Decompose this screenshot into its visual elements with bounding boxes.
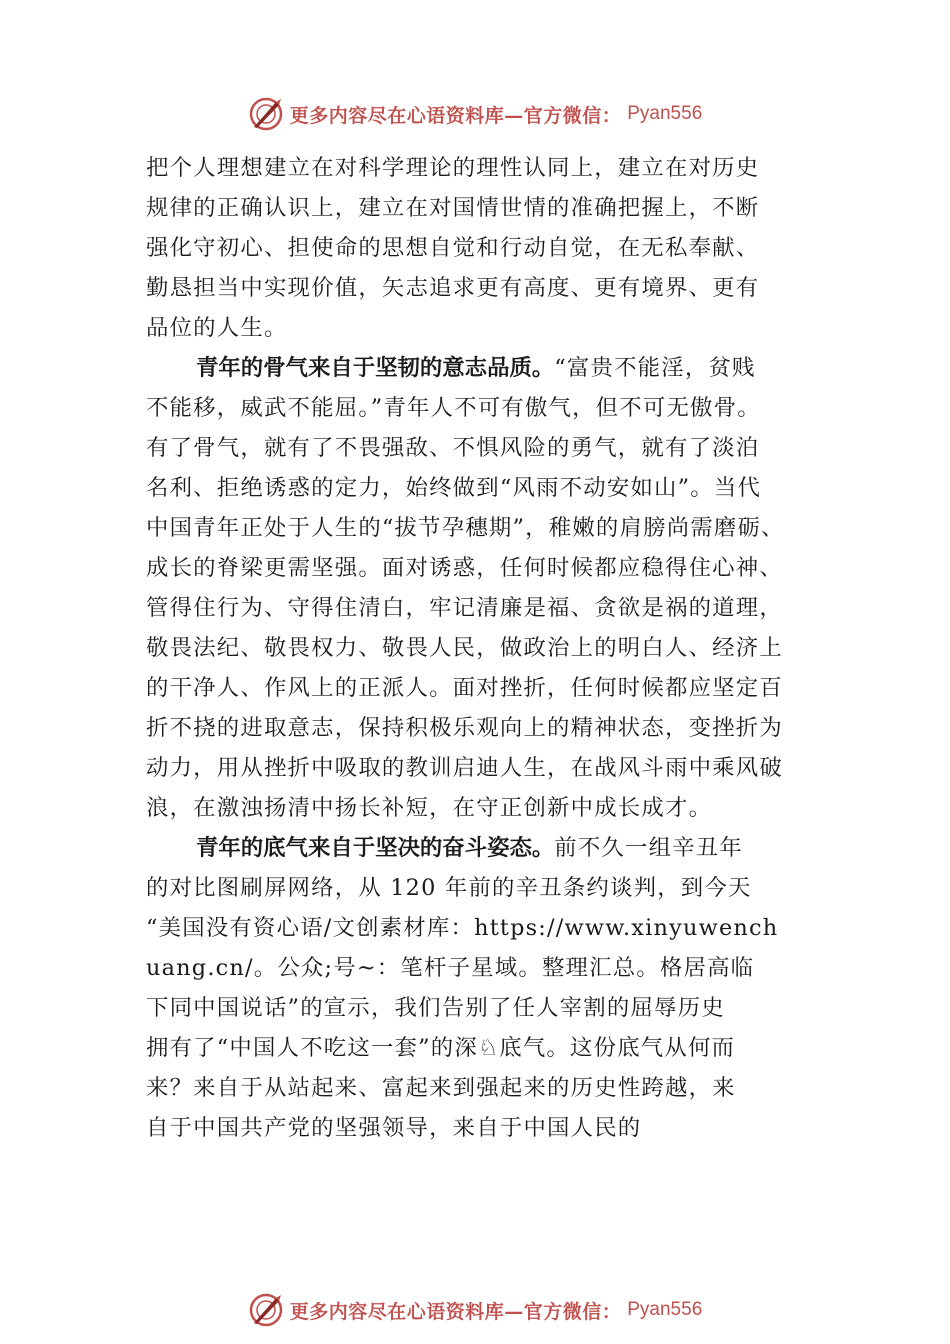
text-line: 勤恳担当中实现价值，矢志追求更有高度、更有境界、更有 [146,275,760,301]
text-line: 名利、拒绝诱惑的定力，始终做到“风雨不动安如山”。当代 [146,475,762,501]
footer-wechat-handle: Pyan556 [627,1299,703,1320]
text-line: 的对比图刷屏网络，从 120 年前的辛丑条约谈判，到今天 [146,875,752,901]
text-line: 敬畏法纪、敬畏权力、敬畏人民，做政治上的明白人、经济上 [146,635,783,661]
header-banner [0,92,950,136]
text-line: 不能移，威武不能屈。”青年人不可有傲气，但不可无傲骨。 [146,395,761,421]
quill-logo-icon [248,1292,284,1328]
text-line: 拥有了“中国人不吃这一套”的深♘底气。这份底气从何而 [146,1035,736,1061]
text-line: 成长的脊梁更需坚强。面对诱惑，任何时候都应稳得住心神、 [146,555,783,581]
footer-banner-text: 更多内容尽在心语资料库—官方微信： [289,1300,622,1323]
text-line: 品位的人生。 [146,315,288,341]
text-line: 浪，在激浊扬清中扬长补短，在守正创新中成长成才。 [146,795,713,821]
footer-banner [0,1288,950,1332]
text-line: 规律的正确认识上，建立在对国情世情的准确把握上，不断 [146,195,760,221]
paragraph-first-line [146,828,812,868]
header-banner-text: 更多内容尽在心语资料库—官方微信： [289,104,622,127]
text-line: 来？来自于从站起来、富起来到强起来的历史性跨越，来 [146,1075,736,1101]
text-line: uang.cn/。公众;号~：笔杆子星域。整理汇总。格居高临 [146,955,755,981]
section-heading-confidence: 青年的底气来自于坚决的奋斗姿态。 [196,835,555,861]
document-body [146,148,812,1148]
quill-logo-icon [248,96,284,132]
text-line: 管得住行为、守得住清白，牢记清廉是福、贪欲是祸的道理， [146,595,783,621]
text-line: 自于中国共产党的坚强领导，来自于中国人民的 [146,1115,642,1141]
paragraph-first-line [146,348,812,388]
text-run: “富贵不能淫，贫贱 [554,355,756,381]
text-line: 的干净人、作风上的正派人。面对挫折，任何时候都应坚定百 [146,675,783,701]
text-line: 下同中国说话”的宣示，我们告别了任人宰割的屈辱历史 [146,995,725,1021]
section-heading-backbone: 青年的骨气来自于坚韧的意志品质。 [196,355,555,381]
text-line: 动力，用从挫折中吸取的教训启迪人生，在战风斗雨中乘风破 [146,755,783,781]
text-line: 有了骨气，就有了不畏强敌、不惧风险的勇气，就有了淡泊 [146,435,760,461]
text-line: “美国没有资心语/文创素材库：https://www.xinyuwench [146,915,779,941]
text-line: 强化守初心、担使命的思想自觉和行动自觉，在无私奉献、 [146,235,760,261]
text-line: 折不挠的进取意志，保持积极乐观向上的精神状态，变挫折为 [146,715,783,741]
text-line: 把个人理想建立在对科学理论的理性认同上，建立在对历史 [146,155,760,181]
text-line: 中国青年正处于人生的“拔节孕穗期”，稚嫩的肩膀尚需磨砺、 [146,515,785,541]
text-run: 前不久一组辛丑年 [554,835,743,861]
header-wechat-handle: Pyan556 [627,103,703,124]
